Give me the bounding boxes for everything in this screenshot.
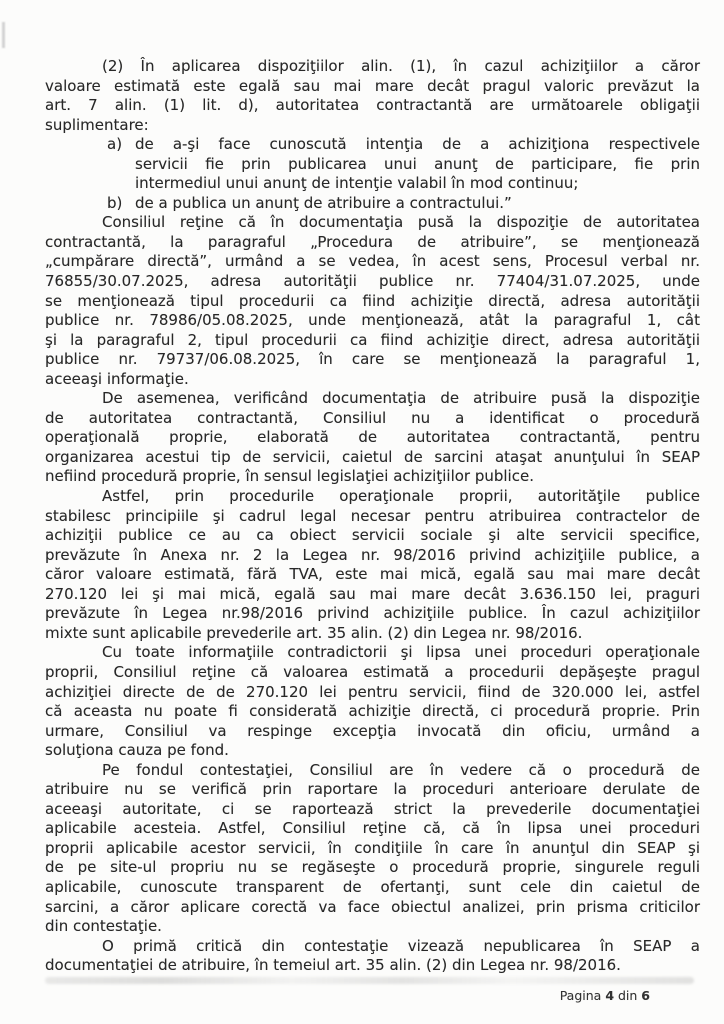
text-line: prevăzute în Legea nr.98/2016 privind achiziţiile publice. În cazul achiziţiilor <box>45 604 700 623</box>
list-item <box>107 193 700 214</box>
text-line: aplicabile, cunoscute transparent de ofertanţi, sunt cele din caietul de <box>45 877 700 896</box>
text-line: organizarea acestui tip de servicii, caietul de sarcini ataşat anunţului în SEAP <box>45 447 700 466</box>
text-line: De asemenea, verificând documentaţia de atribuire pusă la dispoziţie <box>102 389 700 408</box>
page-number-label: Pagina <box>559 988 606 1003</box>
text-line: Cu toate informaţiile contradictorii şi lipsa unei proceduri operaţionale <box>102 643 700 662</box>
text-line: de a-şi face cunoscută intenţia de a achiziţiona respectivele <box>135 135 700 154</box>
text-line: publice nr. 78986/05.08.2025, unde menţionează, atât la paragraful 1, cât <box>45 311 700 330</box>
text-line: Astfel, prin procedurile operaţionale proprii, autorităţile publice <box>102 487 700 506</box>
text-line: achiziţiei directe de de 270.120 lei pentru servicii, fiind de 320.000 lei, astfel <box>45 682 700 701</box>
text-line: O primă critică din contestaţie vizează nepublicarea în SEAP a <box>102 936 700 955</box>
page-number <box>560 988 650 1003</box>
text-line: de pe site-ul propriu nu se regăseşte o procedură proprie, singurele reguli <box>45 858 700 877</box>
text-line: aplicabile acesteia. Astfel, Consiliul reţine că, că în lipsa unei proceduri <box>45 819 700 838</box>
text-line: aceeaşi informaţie. <box>45 369 189 388</box>
scan-artifact-streak <box>45 977 694 984</box>
text-line: (2) În aplicarea dispoziţiilor alin. (1), în cazul achiziţiilor a căror <box>102 57 700 75</box>
paragraph <box>45 937 700 976</box>
text-line: 76855/30.07.2025, adresa autorităţii publice nr. 77404/31.07.2025, unde <box>45 272 700 291</box>
text-line: urmare, Consiliul va respinge excepţia invocată din oficiu, urmând a <box>45 721 700 740</box>
text-line: de a publica un anunţ de atribuire a contractului.” <box>135 193 512 212</box>
page-number-label: din <box>614 988 642 1003</box>
text-line: proprii, Consiliul reţine că valoarea estimată a procedurii depăşeşte pragul <box>45 662 700 681</box>
text-line: valoare estimată este egală sau mai mare decât pragul valoric prevăzut la <box>45 76 700 95</box>
text-line: şi la paragraful 2, tipul procedurii ca fiind achiziţie direct, adresa autorităţii <box>45 330 700 349</box>
paragraph <box>45 389 700 487</box>
page-number-value: 4 <box>605 988 615 1003</box>
text-line: art. 7 alin. (1) lit. d), autoritatea contractantă are următoarele obligaţii <box>45 96 700 115</box>
text-line: servicii fie prin publicarea unui anunţ de participare, fie prin <box>135 154 700 173</box>
text-line: Pe fondul contestaţiei, Consiliul are în vedere că o procedură de <box>102 760 700 779</box>
text-line: operaţională proprie, elaborată de autoritatea contractantă, pentru <box>45 428 700 447</box>
text-line: aceeaşi autoritate, ci se raportează strict la prevederile documentaţiei <box>45 799 700 818</box>
text-line: proprii aplicabile acestor servicii, în condiţiile în care în anunţul din SEAP şi <box>45 838 700 857</box>
paragraph <box>45 643 700 760</box>
text-line: contractantă, la paragraful „Procedura de atribuire”, se menţionează <box>45 232 700 251</box>
text-line: Consiliul reţine că în documentaţia pusă la dispoziţie de autoritatea <box>102 213 700 232</box>
text-line: atribuire nu se verifică prin raportare la proceduri anterioare derulate de <box>45 780 700 799</box>
scan-artifact-speck <box>2 22 5 48</box>
document-body <box>45 57 700 976</box>
text-line: 270.120 lei şi mai mică, egală sau mai mare decât 3.636.150 lei, praguri <box>45 584 700 603</box>
text-line: stabilesc principiile şi cadrul legal necesar pentru atribuirea contractelor de <box>45 506 700 525</box>
text-line: intermediul unui anunţ de intenţie valabil în mod continuu; <box>135 174 579 193</box>
text-line: de autoritatea contractantă, Consiliul nu a identificat o procedură <box>45 408 700 427</box>
list-item <box>107 135 700 194</box>
text-line: soluţiona cauza pe fond. <box>45 741 229 760</box>
text-line: „cumpărare directă”, urmând a se vedea, în acest sens, Procesul verbal nr. <box>45 252 700 271</box>
text-line: prevăzute în Anexa nr. 2 la Legea nr. 98/2016 privind achiziţiile publice, a <box>45 545 700 564</box>
page-number-value: 6 <box>641 988 650 1003</box>
text-line: nefiind procedură proprie, în sensul legislaţiei achiziţiilor publice. <box>45 467 534 486</box>
paragraph <box>45 761 700 937</box>
text-line: că aceasta nu poate fi considerată achiziţie directă, ci procedură proprie. Prin <box>45 702 700 721</box>
text-line: căror valoare estimată, fără TVA, este mai mică, egală sau mai mare decât <box>45 565 700 584</box>
text-line: suplimentare: <box>45 115 149 134</box>
text-line: achiziţii publice ce au ca obiect servicii sociale şi alte servicii specifice, <box>45 526 700 545</box>
text-line: mixte sunt aplicabile prevederile art. 35 alin. (2) din Legea nr. 98/2016. <box>45 623 583 642</box>
list-marker: b) <box>107 193 123 212</box>
text-line: publice nr. 79737/06.08.2025, în care se menţionează la paragraful 1, <box>45 350 700 369</box>
text-line: se menţionează tipul procedurii ca fiind achiziţie directă, adresa autorităţii <box>45 291 700 310</box>
text-line: sarcini, a căror aplicare corectă va face obiectul analizei, prin prisma criticilor <box>45 897 700 916</box>
paragraph <box>45 487 700 643</box>
paragraph <box>45 57 700 135</box>
text-line: din contestaţie. <box>45 917 162 936</box>
list-marker: a) <box>107 135 123 154</box>
paragraph <box>45 213 700 389</box>
text-line: documentaţiei de atribuire, în temeiul art. 35 alin. (2) din Legea nr. 98/2016. <box>45 956 621 975</box>
